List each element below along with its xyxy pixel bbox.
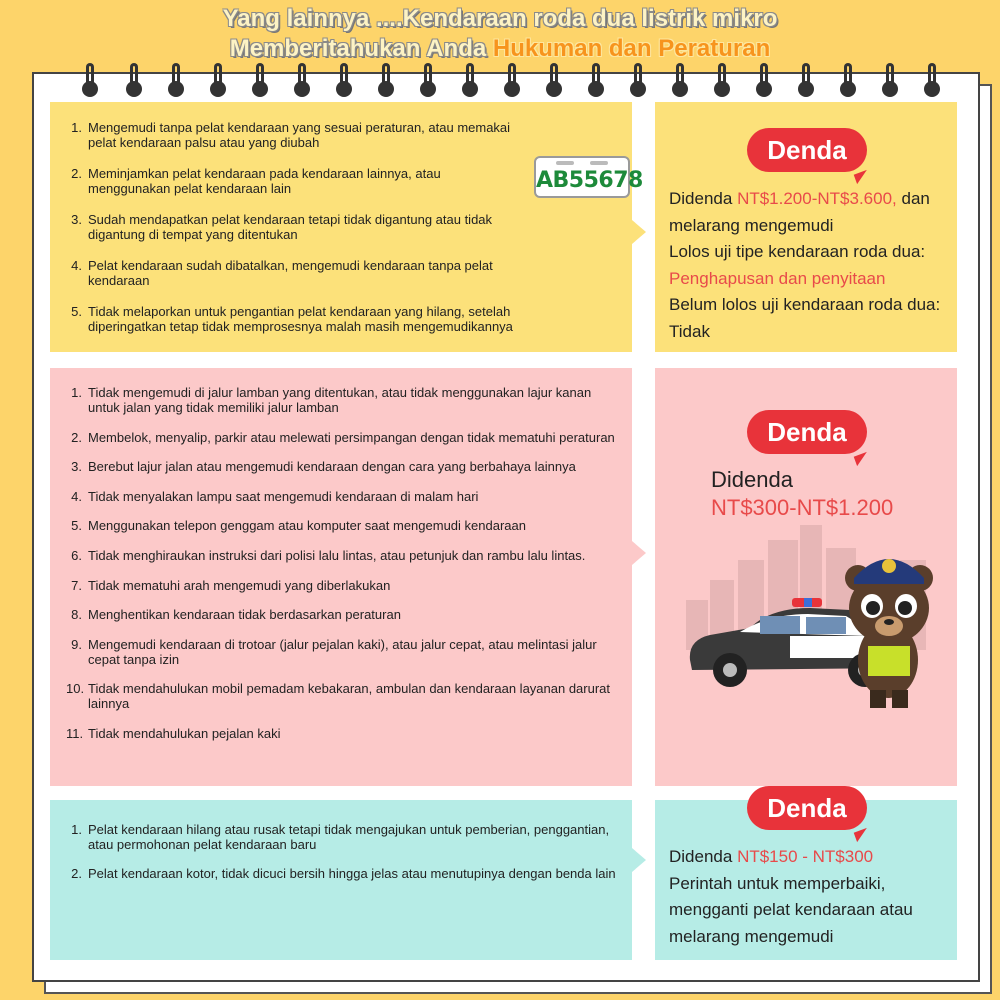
rule-item: [66, 726, 626, 741]
binder-ring-icon: [758, 63, 770, 99]
rule-text: Tidak mematuhi arah mengemudi yang diberlakukan: [88, 577, 391, 593]
rule-text: Tidak menghiraukan instruksi dari polisi lalu lintas, atau petunjuk dan rambu lalu lintas.: [88, 547, 586, 563]
rule-text: Tidak mendahulukan mobil pemadam kebakaran, ambulan dan kendaraan layanan darurat lainnya: [88, 681, 611, 712]
title-prefix: Memberitahukan Anda: [229, 35, 493, 62]
rules-list-1: [66, 120, 526, 350]
binder-ring-icon: [338, 63, 350, 99]
binder-ring-icon: [926, 63, 938, 99]
rule-item: [66, 212, 526, 242]
binder-ring-icon: [842, 63, 854, 99]
rule-text: Pelat kendaraan hilang atau rusak tetapi tidak mengajukan untuk pemberian, penggantian, atau permohonan pelat kendaraan baru: [88, 822, 610, 852]
rule-item: [66, 681, 626, 711]
rule-item: [66, 304, 526, 334]
license-plate-image: [534, 156, 643, 198]
rule-text: Pelat kendaraan kotor, tidak dicuci bersih hingga jelas atau menutupinya dengan benda lain: [88, 866, 616, 881]
binder-ring-icon: [716, 63, 728, 99]
denda-badge: Denda: [747, 128, 867, 172]
title-highlight: Hukuman dan Peraturan: [492, 35, 771, 62]
binder-ring-icon: [464, 63, 476, 99]
rule-text: Berebut lajur jalan atau mengemudi kendaraan dengan cara yang berbahaya lainnya: [88, 459, 576, 475]
binder-ring-icon: [884, 63, 896, 99]
rule-text: Tidak mendahulukan pejalan kaki: [88, 725, 281, 741]
rule-item: [66, 258, 526, 288]
rule-item: [66, 120, 526, 150]
binder-ring-icon: [422, 63, 434, 99]
rule-text: Menggunakan telepon genggam atau komputer saat mengemudi kendaraan: [88, 518, 526, 534]
rule-number: 7.: [71, 577, 82, 593]
rule-text: Pelat kendaraan sudah dibatalkan, mengemudi kendaraan tanpa pelat kendaraan: [88, 258, 493, 288]
rule-item: [66, 166, 526, 196]
rule-number: 10.: [66, 681, 85, 697]
rule-text: Tidak melaporkan untuk pengantian pelat kendaraan yang hilang, setelah diperingatkan tetap tidak memprosesnya malah masih mengemudikannya: [88, 304, 513, 334]
rule-item: [66, 822, 626, 852]
panel-arrow: [632, 541, 646, 565]
fine-amount-2: NT$300-NT$1.200: [711, 495, 894, 520]
rule-text: Membelok, menyalip, parkir atau melewati persimpangan dengan tidak mematuhi peraturan: [88, 429, 615, 445]
rule-item: [66, 430, 626, 445]
title-line-1: Yang lainnya ....Kendaraan roda dua listrik mikro: [222, 5, 778, 32]
binder-ring-icon: [548, 63, 560, 99]
rule-text: Meminjamkan pelat kendaraan pada kendaraan lainnya, atau menggunakan pelat kendaraan lain: [88, 166, 441, 196]
rules-list-3: [66, 822, 626, 895]
binder-ring-icon: [84, 63, 96, 99]
fine-text-2: Didenda NT$300-NT$1.200: [711, 467, 894, 520]
binder-ring-icon: [506, 63, 518, 99]
fine-amount-3: NT$150 - NT$300: [737, 847, 874, 866]
rule-item: [66, 518, 626, 533]
rule-text: Tidak menyalakan lampu saat mengemudi kendaraan di malam hari: [88, 488, 479, 504]
rule-text: Mengemudi tanpa pelat kendaraan yang sesuai peraturan, atau memakai pelat kendaraan palsu atau yang diubah: [88, 120, 511, 150]
binder-ring-icon: [254, 63, 266, 99]
panel-arrow: [632, 220, 646, 244]
rule-item: [66, 866, 626, 881]
rule-text: Tidak mengemudi di jalur lamban yang ditentukan, atau tidak menggunakan lajur kanan untuk jalan yang tidak memiliki jalur lamban: [88, 385, 592, 415]
rule-item: [66, 459, 626, 474]
binder-ring-icon: [380, 63, 392, 99]
rule-number: 9.: [71, 636, 82, 652]
rule-number: 4.: [71, 258, 82, 273]
rule-number: 1.: [71, 385, 82, 400]
rule-number: 2.: [71, 866, 82, 881]
binder-ring-icon: [632, 63, 644, 99]
rule-text: Mengemudi kendaraan di trotoar (jalur pejalan kaki), atau jalur cepat, atau melintasi jalur cepat tanpa izin: [88, 636, 597, 667]
plate-number: AB55678: [536, 168, 643, 193]
rule-item: [66, 489, 626, 504]
rule-number: 3.: [71, 212, 82, 227]
rule-number: 6.: [71, 547, 82, 563]
rule-number: 5.: [71, 304, 82, 319]
rule-number: 8.: [71, 607, 82, 623]
binder-ring-icon: [212, 63, 224, 99]
rule-item: [66, 385, 626, 415]
fine-text-3: Didenda NT$150 - NT$300 Perintah untuk memperbaiki, mengganti pelat kendaraan atau melarang mengemudi: [669, 847, 913, 946]
denda-badge: Denda: [747, 410, 867, 454]
police-illustration: [680, 520, 950, 710]
rule-number: 2.: [71, 429, 82, 445]
rule-item: [66, 548, 626, 563]
panel-arrow: [632, 848, 646, 872]
fine-text-1: Didenda NT$1.200-NT$3.600, dan melarang mengemudi Lolos uji tipe kendaraan roda dua: Penghapusan dan penyitaan Belum lolos uji kendaraan roda dua: Tidak: [669, 189, 941, 341]
rules-list-2: [66, 385, 626, 756]
rule-number: 11.: [66, 725, 84, 741]
denda-badge: Denda: [747, 786, 867, 830]
binder-ring-icon: [590, 63, 602, 99]
binder-ring-icon: [296, 63, 308, 99]
title-line-2: [0, 36, 1000, 62]
rule-number: 4.: [71, 488, 82, 504]
binder-ring-icon: [674, 63, 686, 99]
binder-ring-icon: [128, 63, 140, 99]
rule-item: [66, 607, 626, 622]
rule-number: 5.: [71, 518, 82, 534]
rule-item: [66, 578, 626, 593]
fine-amount-1: NT$1.200-NT$3.600,: [737, 189, 897, 208]
rule-number: 2.: [71, 166, 82, 181]
rule-number: 3.: [71, 459, 82, 475]
rule-number: 1.: [71, 822, 82, 837]
rule-text: Sudah mendapatkan pelat kendaraan tetapi tidak digantung atau tidak digantung di tempat yang ditentukan: [88, 212, 493, 242]
rule-item: [66, 637, 626, 667]
binder-ring-icon: [800, 63, 812, 99]
rule-text: Menghentikan kendaraan tidak berdasarkan peraturan: [88, 607, 401, 623]
rule-number: 1.: [71, 120, 82, 135]
binder-ring-icon: [170, 63, 182, 99]
